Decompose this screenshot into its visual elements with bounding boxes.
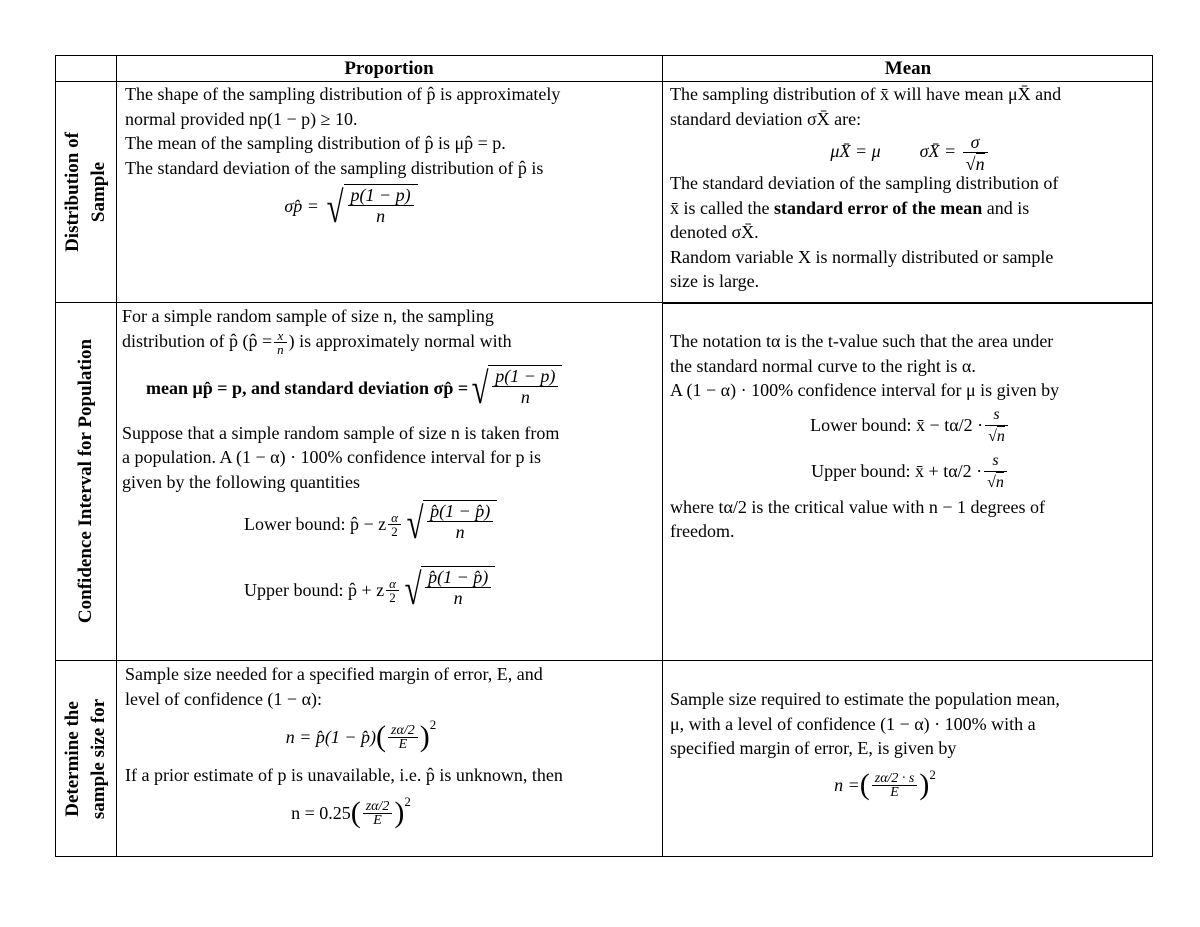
cell-ci-proportion [122,304,658,626]
grid-line [56,660,1152,661]
row-label-confidence-interval [56,302,116,660]
formula-lhs: n = p̂(1 − p̂) [285,726,377,747]
text-segment: ) is approximately normal with [288,330,512,351]
text-line: where tα/2 is the critical value with n − 1 degrees of [670,496,1045,517]
frac-num: α [386,577,399,591]
ci-prop-mean-sd [146,357,658,421]
row-label-line: Determine the [62,701,83,817]
radical [403,500,497,548]
text-line: size is large. [670,271,760,291]
text-line: The notation tα is the t-value such that the area under [670,331,1054,351]
frac-num: s [985,405,1008,426]
formula-lhs: n = 0.25 [291,803,351,824]
text-line: a population. A (1 − α) · 100% confidence interval for p is [122,447,541,467]
text-line: A (1 − α) · 100% confidence interval for μ is given by [670,380,1060,400]
text-line: The standard deviation of the sampling distribution of p̂ is [125,157,544,178]
sqrt-symbol: √ [965,153,976,174]
text-segment: x̄ is called the [670,197,774,218]
frac-num: p(1 − p) [348,185,414,206]
text-line [670,196,1150,221]
grid-line [662,302,1152,304]
radical [468,365,562,413]
grid-line [662,56,663,856]
radical [323,184,417,232]
exponent: 2 [404,793,411,809]
sqrt-symbol: √ [471,363,489,413]
ci-mean-lower-bound [670,403,1150,449]
text-line: specified margin of error, E, is given by [670,738,957,758]
exponent: 2 [429,717,437,732]
frac-num: s [984,451,1007,472]
header-mean: Mean [884,58,932,79]
frac-num: α [388,511,401,525]
frac-den: n [996,427,1005,445]
ci-prop-lower-bound [244,494,658,554]
ci-prop-upper-bound [244,554,658,626]
text-line: level of confidence (1 − α): [125,688,322,709]
frac-den: 2 [389,589,396,605]
frac-num: x [274,329,287,343]
cell-ci-mean [670,329,1150,544]
text-line: Random variable X is normally distributed or sample [670,246,1054,267]
sqrt-symbol: √ [326,183,344,232]
row-label-line: Sample [88,161,109,222]
text-line: The standard deviation of the sampling distribution of [670,173,1059,193]
frac-den: n [376,206,386,226]
text-line: Suppose that a simple random sample of size n is taken from [122,422,560,443]
text-line: Sample size required to estimate the population mean, [670,689,1060,709]
formula-lhs: σp̂ = [284,196,319,217]
formula-lhs: n = [834,775,860,796]
text-line: standard deviation σX̄ are: [670,108,862,129]
frac-den: E [398,736,408,752]
mean-sigma-formula [670,131,1150,174]
frac-den: n [453,588,463,608]
text-line: freedom. [670,521,735,541]
row-label-line: sample size for [88,698,109,820]
ci-mean-upper-bound [670,449,1150,495]
cell-size-proportion [125,662,657,840]
formula-text: mean μp̂ = p, and standard deviation σp̂ = [146,378,469,399]
frac-den: n [520,386,530,407]
text-segment: distribution of p̂ (p̂ = [122,330,273,351]
text-line [122,329,658,357]
text-line: given by the following quantities [122,471,360,492]
sqrt-symbol: √ [987,473,996,491]
row-label-line: Confidence Interval for Population [75,338,96,624]
row-label-line: Distribution of [62,131,83,252]
text-line: The mean of the sampling distribution of p̂ is μp̂ = p. [125,133,506,153]
sqrt-symbol: √ [988,427,997,445]
text-line: The shape of the sampling distribution of p̂ is approximately [125,84,561,104]
frac-den: n [995,473,1004,491]
header-proportion: Proportion [344,58,434,79]
frac-den: n [455,522,465,542]
text-line: μ, with a level of confidence (1 − α) · 100% with a [670,713,1036,734]
text-line: For a simple random sample of size n, the sampling [122,306,494,326]
frac-num: p̂(1 − p̂) [427,501,493,522]
text-line: If a prior estimate of p is unavailable, i.e. p̂ is unknown, then [125,765,563,785]
formula-table [55,55,1153,857]
text-line: Sample size needed for a specified margin of error, E, and [125,664,543,684]
text-line: The sampling distribution of x̄ will have mean μX̄ and [670,84,1062,104]
sqrt-symbol: √ [404,565,422,614]
size-prop-formula-2: n = 0.25 ( $\frac{z\alpha/2}{E}$ ) $^2$ [45,788,657,840]
frac-den: n [975,153,985,174]
size-mean-formula: n = ( $\frac{z\alpha/2 \cdot s}{E}$ ) $^2$ [620,761,1150,811]
formula-mu: μX̄ = μ [830,141,881,161]
frac-num: p(1 − p) [492,366,558,387]
formula-text: Lower bound: x̄ − tα/2 · [810,415,984,436]
frac-num: zα/2 [363,800,393,814]
frac-den: E [890,785,899,800]
sigma-p-formula [45,184,657,232]
formula-text: Lower bound: p̂ − z [244,513,387,534]
formula-text: Upper bound: p̂ + z [244,579,385,600]
bold-term: standard error of the mean [773,197,983,218]
sqrt-symbol: √ [406,499,424,548]
frac-num: zα/2 · s [872,772,918,786]
text-line: denoted σX̄. [670,222,759,242]
formula-text: Upper bound: x̄ + tα/2 · [811,461,983,482]
radical [401,566,495,614]
text-line: the standard normal curve to the right is α. [670,355,976,376]
text-line: normal provided np(1 − p) ≥ 10. [125,108,358,129]
text-segment: and is [982,197,1030,218]
cell-distribution-mean [670,82,1150,294]
frac-num: p̂(1 − p̂) [425,567,491,588]
size-prop-formula-1: n = p̂(1 − p̂) ( $\frac{z\alpha/2}{E}$ ) $^2$ [65,711,657,763]
frac-den: 2 [391,523,398,539]
frac-den: E [373,813,382,828]
cell-size-mean [670,687,1150,811]
frac-num: zα/2 [388,724,418,738]
frac-num: σ [963,132,988,153]
formula-sigma: σX̄ = [919,141,957,161]
exponent: 2 [929,766,936,782]
frac-den: n [277,341,284,357]
cell-distribution-proportion [125,82,657,232]
